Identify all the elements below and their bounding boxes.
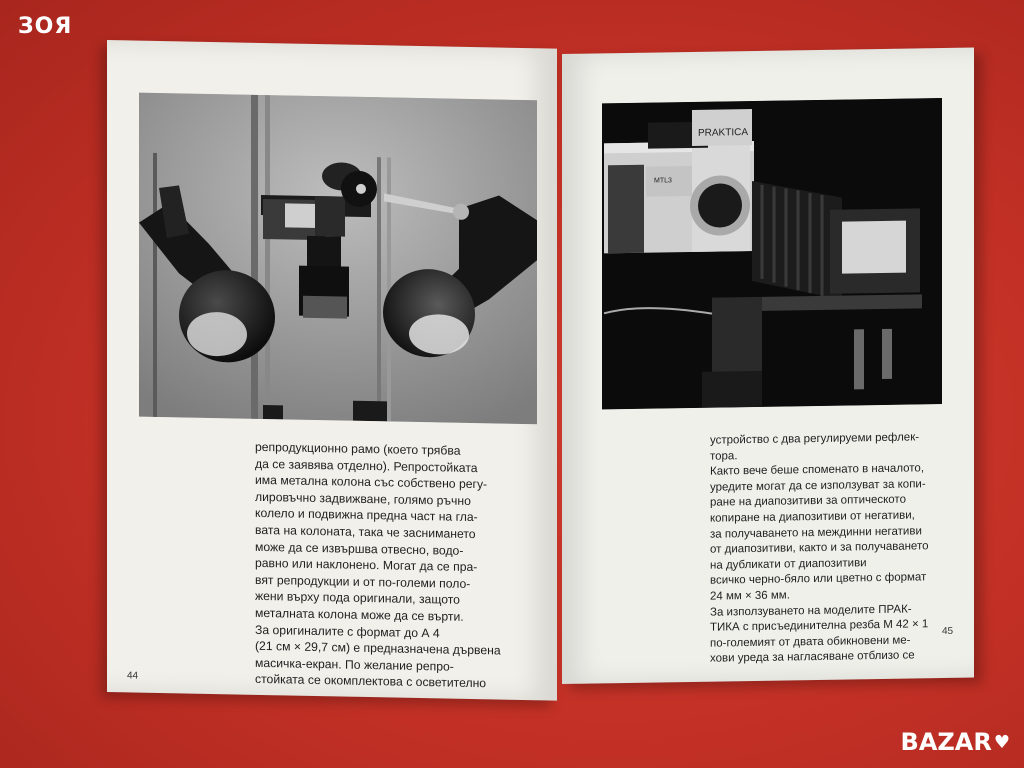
reproduction-stand-illustration xyxy=(139,93,537,425)
left-page-text xyxy=(255,439,517,693)
right-paragraph-2: Както вече беше споменато в началото, уредите могат да се използуват за копи- ране на диапозитиви за оптическото копиране на диапозитиви от негативи, за получаването на междинни негативи от диапозитиви, както и за получаването на дубликати от диапозитиви всичко черно-бяло или цветно с формат 24 мм × 36 мм. xyxy=(710,462,929,603)
left-page xyxy=(107,40,557,701)
right-page xyxy=(562,48,974,684)
right-paragraph-3: За използуването на моделите ПРАК- ТИКА с присъединителна резба М 42 × 1 по-големият от двата обикновени ме- хови уреда за нагласяване отблизо се xyxy=(710,603,929,665)
slide-copying-device-photo xyxy=(602,98,942,409)
camera-model-text: MTL3 xyxy=(654,177,672,185)
watermark-top-left: ЗОЯ xyxy=(18,14,73,39)
right-page-text xyxy=(710,430,964,668)
heart-icon: ♥ xyxy=(993,732,1010,753)
watermark-brand: BAZAR xyxy=(900,728,992,756)
camera-brand-text: PRAKTICA xyxy=(698,127,749,139)
right-page-number: 45 xyxy=(942,625,954,638)
left-page-number: 44 xyxy=(127,670,139,682)
reproduction-stand-photo xyxy=(139,93,537,425)
watermark-bottom-right xyxy=(901,728,1010,756)
camera-bellows-illustration xyxy=(602,98,942,409)
left-paragraph-2: За оригиналите с формат до А 4 (21 см × 29,7 см) е предназначена дървена масичка-екран. По желание репро- стойката се окомплектова с осветително xyxy=(255,622,501,691)
left-paragraph-1: репродукционно рамо (което трябва да се заявява отделно). Репростойката има метална колона със собствено регу- лировъчно задвижване, голямо ръчно колело и подвижна предна част на гла- вата на колоната, така че заснимането може да се извършва отвесно, водо- равно или наклонено. Могат да се пра- вят репродукции и от по-големи поло- жени върху пода оригинали, защото металната колона може да се върти. xyxy=(255,439,488,624)
right-paragraph-1: устройство с два регулируеми рефлек- тора. xyxy=(710,431,920,463)
